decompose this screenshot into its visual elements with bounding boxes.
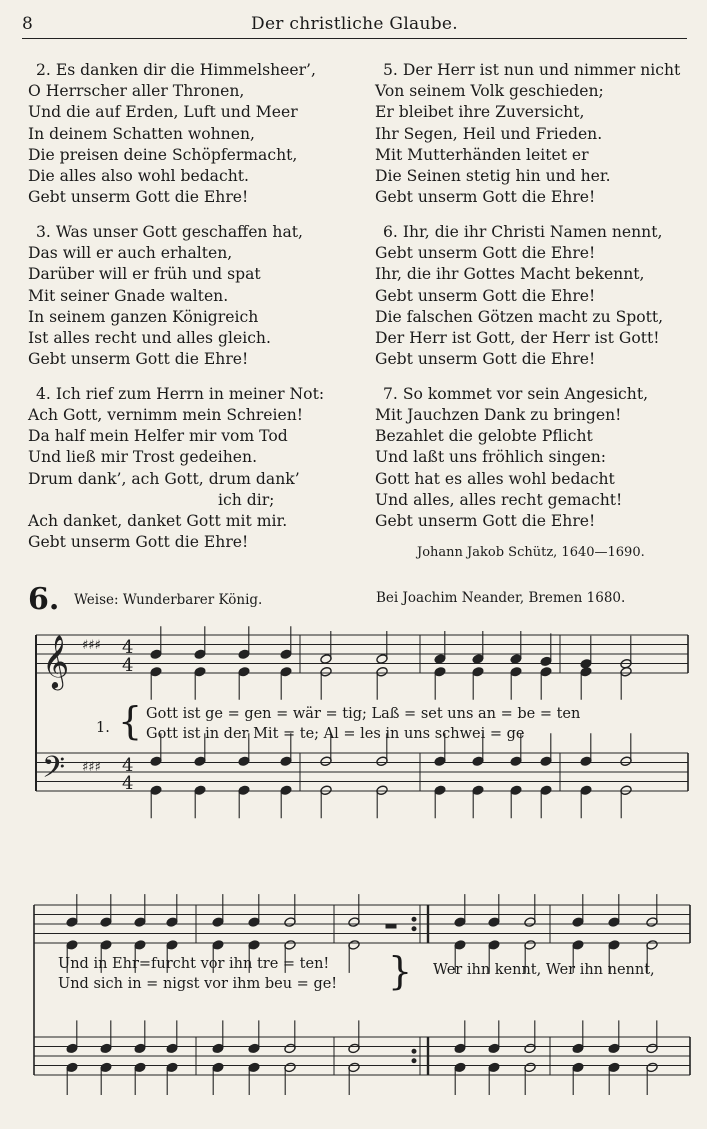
- verse-line: 4. Ich rief zum Herrn in meiner Not:: [36, 384, 325, 403]
- verse-line: 2. Es danken dir die Himmelsheer’,: [36, 61, 316, 79]
- verse-line: Ihr Segen, Heil und Frieden.: [375, 124, 603, 143]
- stanza-3: [28, 222, 358, 370]
- verse-line: Gebt unserm Gott die Ehre!: [28, 533, 249, 552]
- key-signature-icon: ♯♯♯: [82, 638, 101, 653]
- lyrics-line-1a: Gott ist ge = gen = wär = tig; Laß = set uns an = be = ten: [146, 706, 581, 722]
- verse-line: In deinem Schatten wohnen,: [28, 124, 255, 143]
- composer-credit: Bei Joachim Neander, Bremen 1680.: [376, 590, 626, 606]
- repeat-dot: [412, 917, 416, 921]
- rest-icon: [386, 924, 396, 928]
- hymn-heading: [28, 582, 688, 617]
- verse-line: In seinem ganzen Königreich: [28, 307, 259, 326]
- repeat-dot: [412, 1049, 416, 1053]
- music-score: [0, 615, 707, 1095]
- verse-line: Die falschen Götzen macht zu Spott,: [375, 307, 664, 326]
- verse-line: 6. Ihr, die ihr Christi Namen nennt,: [383, 222, 663, 241]
- verse-line: Gebt unserm Gott die Ehre!: [375, 244, 596, 263]
- verse-line: Bezahlet die gelobte Pflicht: [375, 427, 593, 446]
- verse-line: Ach danket, danket Gott mit mir.: [28, 512, 288, 531]
- verse-line: 5. Der Herr ist nun und nimmer nicht: [383, 61, 681, 79]
- verse-line: Ach Gott, vernimm mein Schreien!: [28, 406, 304, 425]
- bass-clef-icon: 𝄢: [42, 751, 66, 792]
- verse-line: Mit Jauchzen Dank zu bringen!: [375, 406, 622, 425]
- verse-line: Der Herr ist Gott, der Herr ist Gott!: [375, 328, 660, 347]
- lyrics-line-2c: Wer ihn kennt, Wer ihn nennt,: [433, 962, 655, 978]
- page-number: 8: [22, 14, 33, 34]
- verse-number: 1.: [96, 720, 110, 736]
- stanza-5: [375, 60, 693, 208]
- verse-line: O Herrscher aller Thronen,: [28, 82, 245, 101]
- time-signature: 4: [122, 773, 134, 794]
- verse-line: Gebt unserm Gott die Ehre!: [28, 188, 249, 207]
- lyrics-line-1b: Gott ist in der Mit = te; Al = les in uns schwei = ge: [146, 726, 525, 742]
- running-title: Der christliche Glaube.: [251, 14, 458, 34]
- stanza-7: [375, 384, 693, 532]
- verse-line: Ihr, die ihr Gottes Macht bekennt,: [375, 265, 645, 284]
- verse-line: Ist alles recht und alles gleich.: [28, 328, 271, 347]
- left-column: [28, 60, 358, 567]
- tune-name: Weise: Wunderbarer König.: [74, 592, 263, 608]
- key-signature-icon: ♯♯♯: [82, 760, 101, 775]
- verse-line: Mit Mutterhänden leitet er: [375, 145, 589, 164]
- verse-line: Darüber will er früh und spat: [28, 265, 261, 284]
- repeat-dot: [412, 927, 416, 931]
- right-column: [375, 60, 693, 563]
- stanza-4: [28, 384, 358, 554]
- lyrics-brace: {: [118, 699, 143, 743]
- hymn-author: Johann Jakob Schütz, 1640—1690.: [417, 544, 645, 560]
- stanza-2: [28, 60, 358, 208]
- verse-line: Die Seinen stetig hin und her.: [375, 167, 611, 186]
- stanza-6: [375, 222, 693, 370]
- lyrics-line-2b: Und sich in = nigst vor ihm beu = ge!: [58, 976, 338, 992]
- verse-line: Die preisen deine Schöpfermacht,: [28, 145, 298, 164]
- verse-line: Gebt unserm Gott die Ehre!: [28, 350, 249, 369]
- time-signature: 4: [122, 637, 134, 658]
- verse-line: Gott hat es alles wohl bedacht: [375, 469, 615, 488]
- verse-line: 7. So kommet vor sein Angesicht,: [383, 384, 649, 403]
- lyrics-line-2a: Und in Ehr=furcht vor ihn tre = ten!: [58, 956, 330, 972]
- verse-line: Von seinem Volk geschieden;: [375, 82, 604, 101]
- verse-line: Mit seiner Gnade walten.: [28, 286, 229, 305]
- verse-line: Gebt unserm Gott die Ehre!: [375, 286, 596, 305]
- time-signature: 4: [122, 755, 134, 776]
- hymn-number: 6.: [28, 582, 60, 617]
- verse-line: Die alles also wohl bedacht.: [28, 167, 249, 186]
- page-header: [22, 12, 687, 39]
- verse-line: Da half mein Helfer mir vom Tod: [28, 427, 288, 446]
- verse-line: 3. Was unser Gott geschaffen hat,: [36, 222, 303, 241]
- verse-line: Gebt unserm Gott die Ehre!: [375, 350, 596, 369]
- verse-line: Und die auf Erden, Luft und Meer: [28, 103, 298, 122]
- time-signature: 4: [122, 655, 134, 676]
- verse-line: Drum dank’, ach Gott, drum dank’: [28, 469, 300, 488]
- verse-line: Und ließ mir Trost gedeihen.: [28, 448, 258, 467]
- verse-line: Er bleibet ihre Zuversicht,: [375, 103, 585, 122]
- lyrics-brace-close: }: [388, 949, 413, 993]
- verse-line: Und laßt uns fröhlich singen:: [375, 448, 606, 467]
- verse-line: Das will er auch erhalten,: [28, 244, 233, 263]
- verse-line: ich dir;: [218, 490, 275, 509]
- verse-line: Und alles, alles recht gemacht!: [375, 490, 623, 509]
- repeat-dot: [412, 1059, 416, 1063]
- treble-clef-icon: 𝄞: [42, 634, 70, 688]
- verse-line: Gebt unserm Gott die Ehre!: [375, 188, 596, 207]
- verse-line: Gebt unserm Gott die Ehre!: [375, 512, 596, 531]
